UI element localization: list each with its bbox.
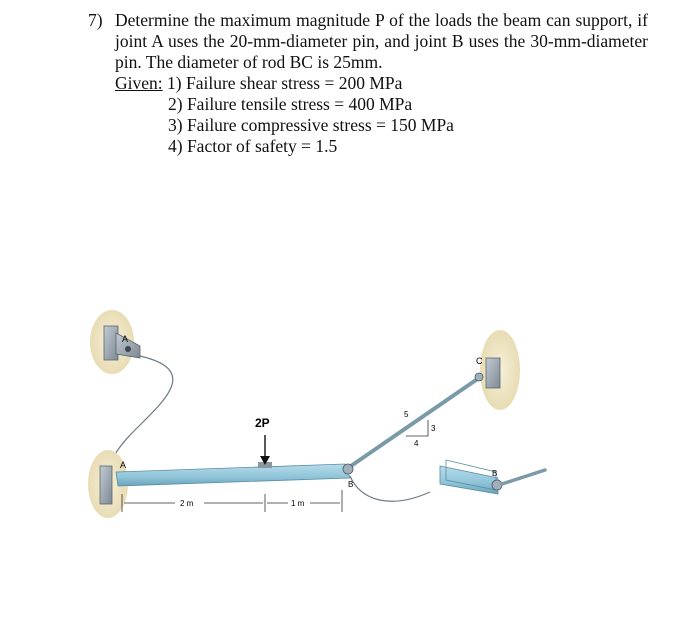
pin-b-detail bbox=[492, 480, 502, 490]
wall-bracket-a bbox=[100, 466, 112, 504]
slope-label-5: 5 bbox=[404, 410, 409, 419]
load-label: 2P bbox=[255, 416, 270, 430]
slope-label-3: 3 bbox=[431, 424, 436, 433]
label-c: C bbox=[476, 356, 483, 366]
pin-c bbox=[475, 373, 483, 381]
given-item-4: 4) Factor of safety = 1.5 bbox=[168, 136, 338, 156]
detail-connector-b bbox=[350, 476, 430, 501]
given-label: Given: bbox=[115, 73, 163, 93]
rod-end-detail bbox=[502, 470, 545, 484]
dim-label-left: 2 m bbox=[180, 499, 194, 508]
label-b-beam: B bbox=[348, 480, 354, 489]
joint-b-detail bbox=[440, 460, 545, 494]
load-2p bbox=[255, 416, 270, 465]
beam bbox=[116, 462, 350, 486]
support-a-detail bbox=[90, 310, 140, 374]
label-b-detail: B bbox=[492, 469, 498, 478]
given-item-3: 3) Failure compressive stress = 150 MPa bbox=[168, 115, 454, 135]
wall-bracket-c bbox=[486, 358, 500, 388]
given-item-1: 1) Failure shear stress = 200 MPa bbox=[167, 73, 403, 93]
rod-bc-body bbox=[348, 380, 476, 468]
problem-statement: Determine the maximum magnitude P of the loads the beam can support, if joint A uses the 20-mm-diameter pin, and joint B uses the 30-mm-diameter pin. The diameter of rod BC is 25mm. bbox=[115, 10, 648, 72]
problem-number: 7) bbox=[88, 10, 103, 30]
support-c bbox=[475, 330, 520, 410]
label-a-top: A bbox=[122, 334, 129, 344]
label-a-beam: A bbox=[120, 460, 127, 470]
pin-b bbox=[343, 464, 353, 474]
dim-label-right: 1 m bbox=[291, 499, 305, 508]
given-item-2: 2) Failure tensile stress = 400 MPa bbox=[168, 94, 413, 114]
pin-hole-a-top bbox=[125, 346, 131, 352]
slope-triangle bbox=[404, 410, 436, 448]
dimensions bbox=[122, 490, 342, 512]
detail-connector-a bbox=[112, 356, 173, 470]
slope-label-4: 4 bbox=[414, 439, 419, 448]
beam-body bbox=[116, 464, 350, 486]
